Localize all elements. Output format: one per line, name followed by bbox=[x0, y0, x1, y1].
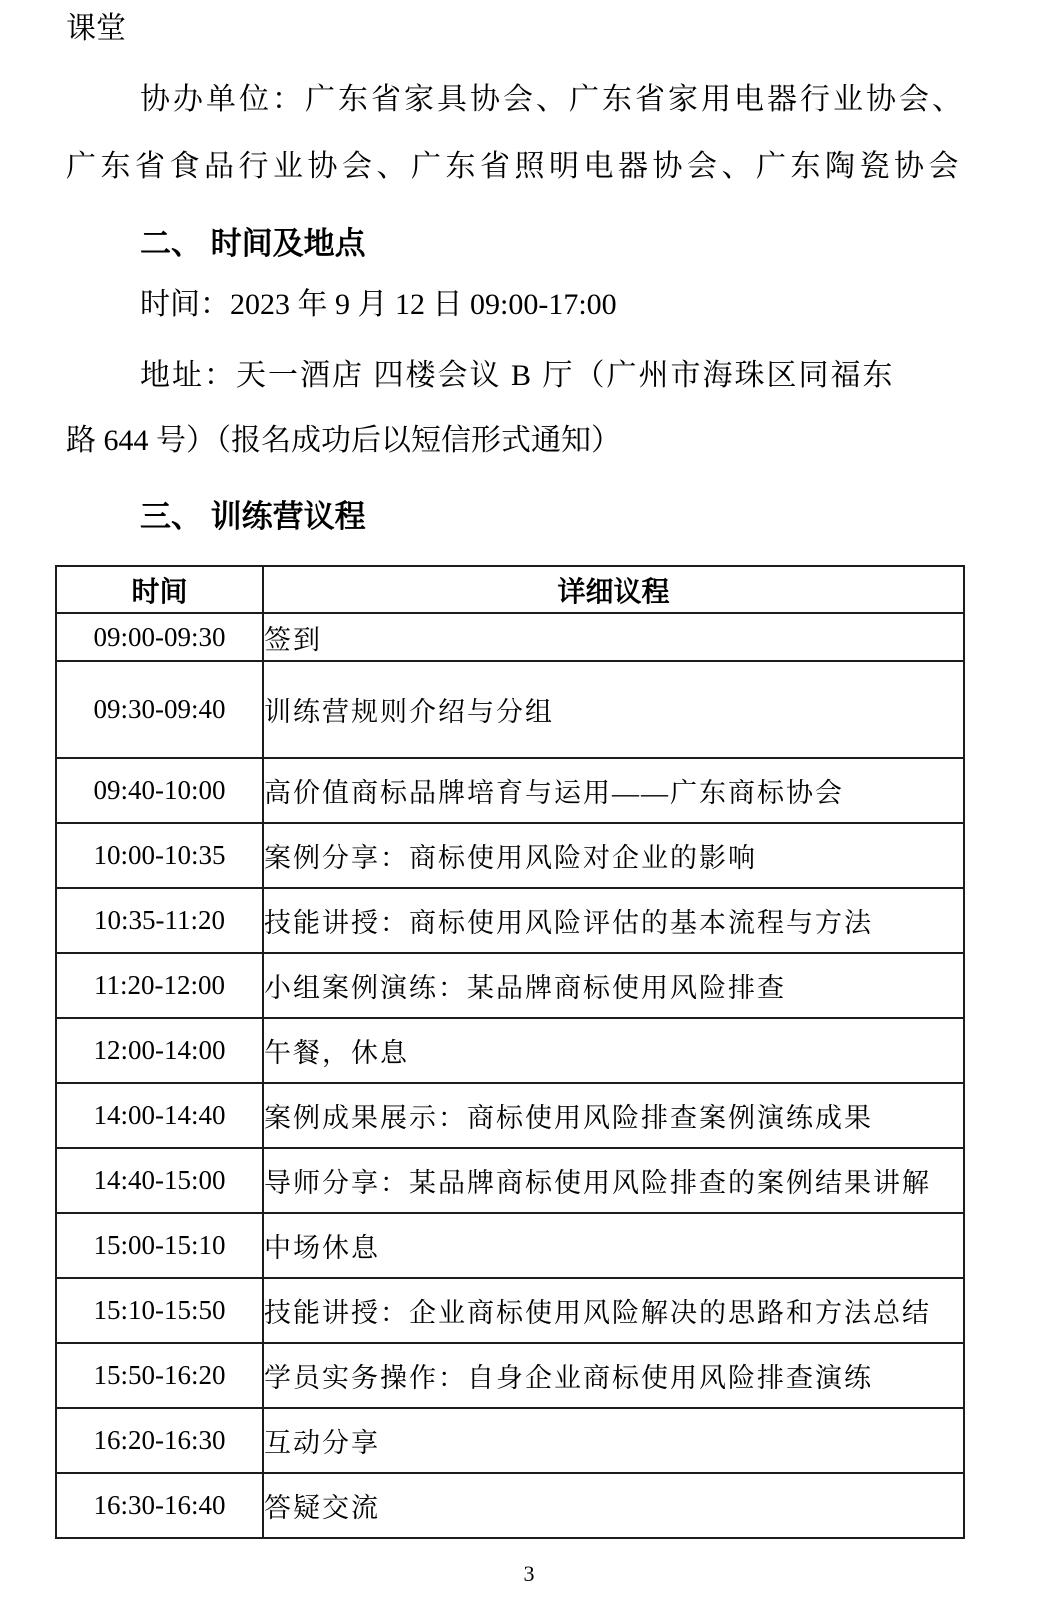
agenda-detail-cell: 技能讲授：商标使用风险评估的基本流程与方法 bbox=[263, 888, 964, 953]
agenda-detail-cell: 导师分享：某品牌商标使用风险排查的案例结果讲解 bbox=[263, 1148, 964, 1213]
agenda-detail-cell: 高价值商标品牌培育与运用——广东商标协会 bbox=[263, 758, 964, 823]
agenda-detail-cell: 技能讲授：企业商标使用风险解决的思路和方法总结 bbox=[263, 1278, 964, 1343]
agenda-detail-cell: 小组案例演练：某品牌商标使用风险排查 bbox=[263, 953, 964, 1018]
agenda-time-cell: 12:00-14:00 bbox=[56, 1018, 263, 1083]
time-line: 时间：2023 年 9 月 12 日 09:00-17:00 bbox=[140, 288, 617, 321]
section-heading-time-place: 二、 时间及地点 bbox=[140, 226, 366, 261]
agenda-detail-cell: 中场休息 bbox=[263, 1213, 964, 1278]
agenda-row bbox=[56, 823, 964, 888]
agenda-time-cell: 15:50-16:20 bbox=[56, 1343, 263, 1408]
agenda-detail-cell: 案例成果展示：商标使用风险排查案例演练成果 bbox=[263, 1083, 964, 1148]
agenda-time-cell: 16:20-16:30 bbox=[56, 1408, 263, 1473]
page-number: 3 bbox=[523, 1561, 535, 1586]
agenda-time-cell: 15:10-15:50 bbox=[56, 1278, 263, 1343]
intro-line-ketang: 课堂 bbox=[66, 12, 126, 45]
agenda-row bbox=[56, 1213, 964, 1278]
agenda-time-cell: 14:00-14:40 bbox=[56, 1083, 263, 1148]
agenda-table bbox=[55, 565, 965, 1539]
agenda-time-cell: 16:30-16:40 bbox=[56, 1473, 263, 1538]
agenda-row bbox=[56, 1408, 964, 1473]
agenda-row bbox=[56, 1473, 964, 1538]
agenda-row bbox=[56, 758, 964, 823]
agenda-row bbox=[56, 1018, 964, 1083]
agenda-time-cell: 14:40-15:00 bbox=[56, 1148, 263, 1213]
agenda-row bbox=[56, 953, 964, 1018]
agenda-time-cell: 11:20-12:00 bbox=[56, 953, 263, 1018]
agenda-row bbox=[56, 1083, 964, 1148]
agenda-row bbox=[56, 1343, 964, 1408]
agenda-detail-cell: 学员实务操作：自身企业商标使用风险排查演练 bbox=[263, 1343, 964, 1408]
agenda-row bbox=[56, 1148, 964, 1213]
agenda-row bbox=[56, 661, 964, 758]
agenda-row bbox=[56, 1278, 964, 1343]
agenda-header-detail: 详细议程 bbox=[263, 566, 964, 613]
agenda-time-cell: 15:00-15:10 bbox=[56, 1213, 263, 1278]
address-line1: 地址：天一酒店 四楼会议 B 厅（广州市海珠区同福东 bbox=[140, 359, 895, 392]
agenda-detail-cell: 签到 bbox=[263, 613, 964, 661]
agenda-detail-cell: 训练营规则介绍与分组 bbox=[263, 661, 964, 758]
agenda-time-cell: 10:35-11:20 bbox=[56, 888, 263, 953]
agenda-detail-cell: 午餐，休息 bbox=[263, 1018, 964, 1083]
section-heading-agenda: 三、 训练营议程 bbox=[140, 499, 366, 534]
agenda-header-time: 时间 bbox=[56, 566, 263, 613]
agenda-time-cell: 09:40-10:00 bbox=[56, 758, 263, 823]
cohost-paragraph-line2: 广东省食品行业协会、广东省照明电器协会、广东陶瓷协会 bbox=[66, 150, 963, 183]
agenda-time-cell: 10:00-10:35 bbox=[56, 823, 263, 888]
address-line2: 路 644 号）（报名成功后以短信形式通知） bbox=[66, 424, 621, 457]
agenda-row bbox=[56, 888, 964, 953]
agenda-detail-cell: 案例分享：商标使用风险对企业的影响 bbox=[263, 823, 964, 888]
agenda-detail-cell: 答疑交流 bbox=[263, 1473, 964, 1538]
agenda-row bbox=[56, 613, 964, 661]
agenda-header-row bbox=[56, 566, 964, 613]
cohost-paragraph-line1: 协办单位：广东省家具协会、广东省家用电器行业协会、 bbox=[140, 83, 965, 116]
agenda-detail-cell: 互动分享 bbox=[263, 1408, 964, 1473]
agenda-time-cell: 09:00-09:30 bbox=[56, 613, 263, 661]
agenda-time-cell: 09:30-09:40 bbox=[56, 661, 263, 758]
